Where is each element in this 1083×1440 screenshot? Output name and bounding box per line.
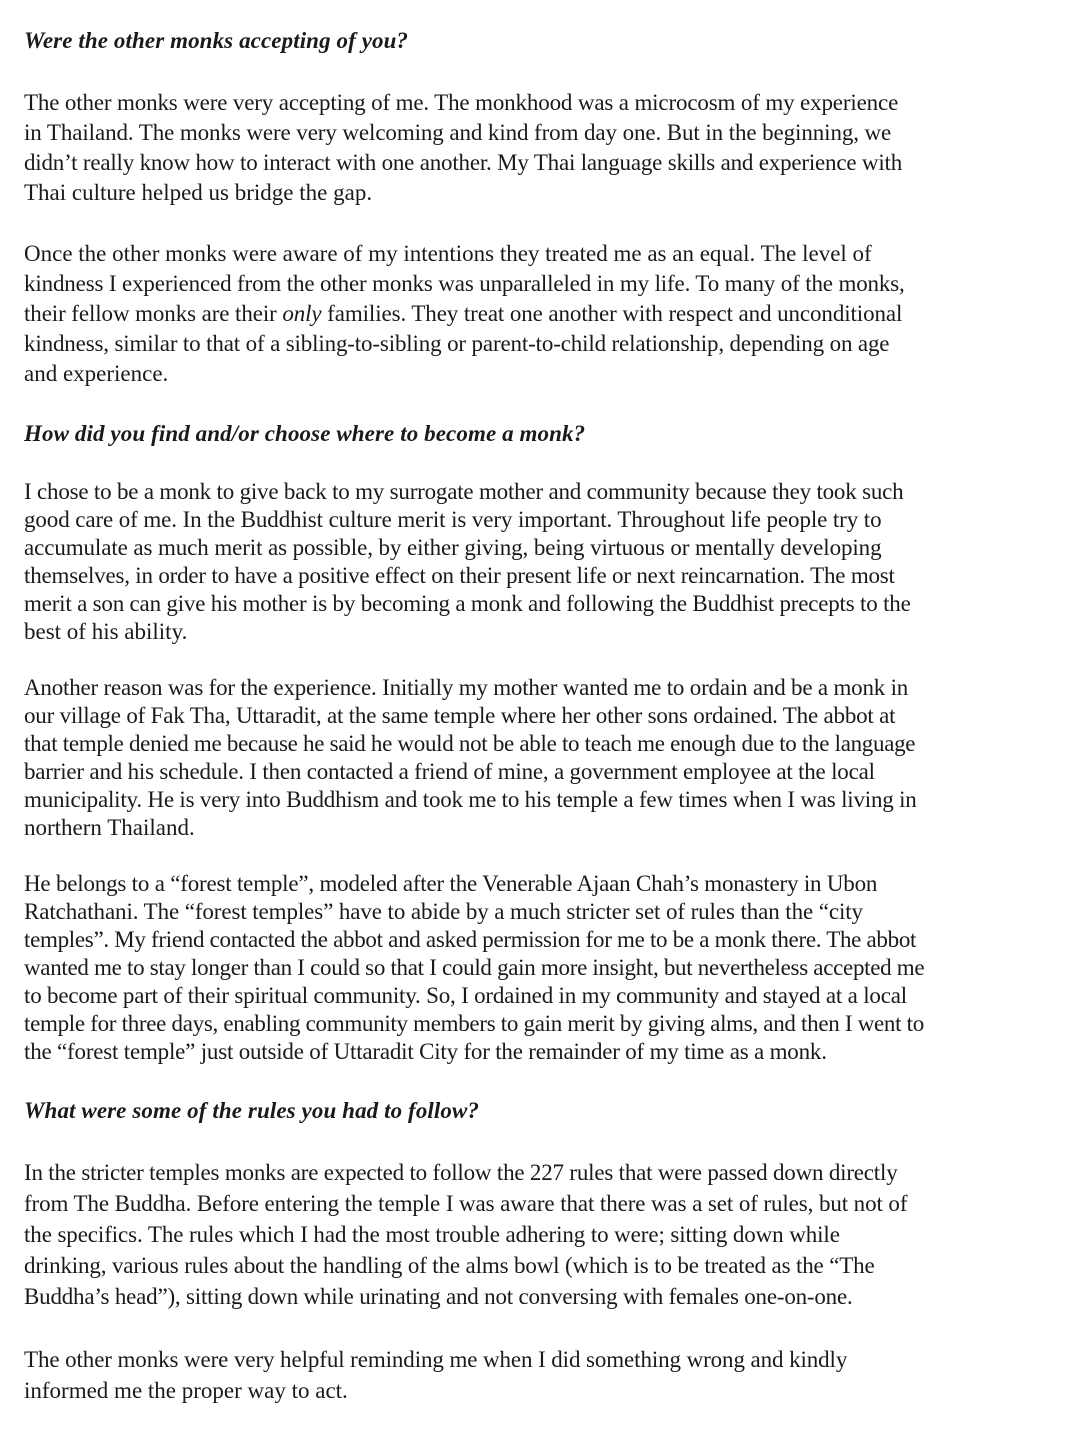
text-line: themselves, in order to have a positive effect on their present life or next reincarnation. The most bbox=[24, 563, 895, 588]
text-line: The other monks were very helpful reminding me when I did something wrong and kindly bbox=[24, 1347, 848, 1372]
paragraph bbox=[24, 1157, 1044, 1312]
text-line: kindness I experienced from the other monks was unparalleled in my life. To many of the monks, bbox=[24, 271, 905, 296]
text-line: He belongs to a “forest temple”, modeled after the Venerable Ajaan Chah’s monastery in Ubon bbox=[24, 871, 878, 896]
text-line: from The Buddha. Before entering the temple I was aware that there was a set of rules, but not of bbox=[24, 1191, 908, 1216]
text-line: drinking, various rules about the handling of the alms bowl (which is to be treated as the “The bbox=[24, 1253, 875, 1278]
text-line: The other monks were very accepting of me. The monkhood was a microcosm of my experience bbox=[24, 90, 899, 115]
section-question: Were the other monks accepting of you? bbox=[24, 28, 409, 53]
section-question: What were some of the rules you had to follow? bbox=[24, 1098, 480, 1123]
text-line: Thai culture helped us bridge the gap. bbox=[24, 180, 373, 205]
document-page bbox=[24, 26, 1044, 1406]
text-line: best of his ability. bbox=[24, 619, 188, 644]
emphasis-text: only bbox=[282, 301, 322, 326]
text-line: that temple denied me because he said he would not be able to teach me enough due to the language bbox=[24, 731, 916, 756]
text-line: kindness, similar to that of a sibling-to-sibling or parent-to-child relationship, depending on age bbox=[24, 331, 890, 356]
text-line: accumulate as much merit as possible, by either giving, being virtuous or mentally developing bbox=[24, 535, 882, 560]
text-line: our village of Fak Tha, Uttaradit, at the same temple where her other sons ordained. The abbot at bbox=[24, 703, 896, 728]
text-line bbox=[24, 299, 1044, 329]
text-line: Another reason was for the experience. Initially my mother wanted me to ordain and be a monk in bbox=[24, 675, 909, 700]
text-line: municipality. He is very into Buddhism and took me to his temple a few times when I was living in bbox=[24, 787, 917, 812]
text-segment: their fellow monks are their bbox=[24, 301, 283, 326]
paragraph bbox=[24, 674, 1044, 842]
text-line: and experience. bbox=[24, 361, 169, 386]
text-line: Ratchathani. The “forest temples” have to abide by a much stricter set of rules than the “city bbox=[24, 899, 863, 924]
paragraph bbox=[24, 88, 1044, 208]
text-segment: families. They treat one another with respect and unconditional bbox=[321, 301, 903, 326]
paragraph bbox=[24, 1344, 1044, 1406]
text-line: merit a son can give his mother is by becoming a monk and following the Buddhist precepts to the bbox=[24, 591, 911, 616]
text-line: temple for three days, enabling community members to gain merit by giving alms, and then I went to bbox=[24, 1011, 924, 1036]
text-line: northern Thailand. bbox=[24, 815, 195, 840]
text-line: didn’t really know how to interact with one another. My Thai language skills and experience with bbox=[24, 150, 903, 175]
text-line: In the stricter temples monks are expected to follow the 227 rules that were passed down directly bbox=[24, 1160, 898, 1185]
text-line: in Thailand. The monks were very welcoming and kind from day one. But in the beginning, we bbox=[24, 120, 892, 145]
text-line: the “forest temple” just outside of Uttaradit City for the remainder of my time as a monk. bbox=[24, 1039, 827, 1064]
text-line: the specifics. The rules which I had the most trouble adhering to were; sitting down while bbox=[24, 1222, 840, 1247]
paragraph bbox=[24, 478, 1044, 646]
text-line: good care of me. In the Buddhist culture merit is very important. Throughout life people try to bbox=[24, 507, 882, 532]
text-line: barrier and his schedule. I then contacted a friend of mine, a government employee at the local bbox=[24, 759, 875, 784]
text-line: temples”. My friend contacted the abbot and asked permission for me to be a monk there. The abbot bbox=[24, 927, 917, 952]
section-question: How did you find and/or choose where to become a monk? bbox=[24, 421, 586, 446]
paragraph bbox=[24, 870, 1044, 1066]
text-line: to become part of their spiritual community. So, I ordained in my community and stayed at a local bbox=[24, 983, 907, 1008]
text-line: I chose to be a monk to give back to my surrogate mother and community because they took such bbox=[24, 479, 904, 504]
paragraph bbox=[24, 239, 1044, 389]
text-line: informed me the proper way to act. bbox=[24, 1378, 348, 1403]
text-line: Buddha’s head”), sitting down while urinating and not conversing with females one-on-one. bbox=[24, 1284, 853, 1309]
text-line: wanted me to stay longer than I could so that I could gain more insight, but nevertheless accepted me bbox=[24, 955, 925, 980]
text-line: Once the other monks were aware of my intentions they treated me as an equal. The level of bbox=[24, 241, 872, 266]
